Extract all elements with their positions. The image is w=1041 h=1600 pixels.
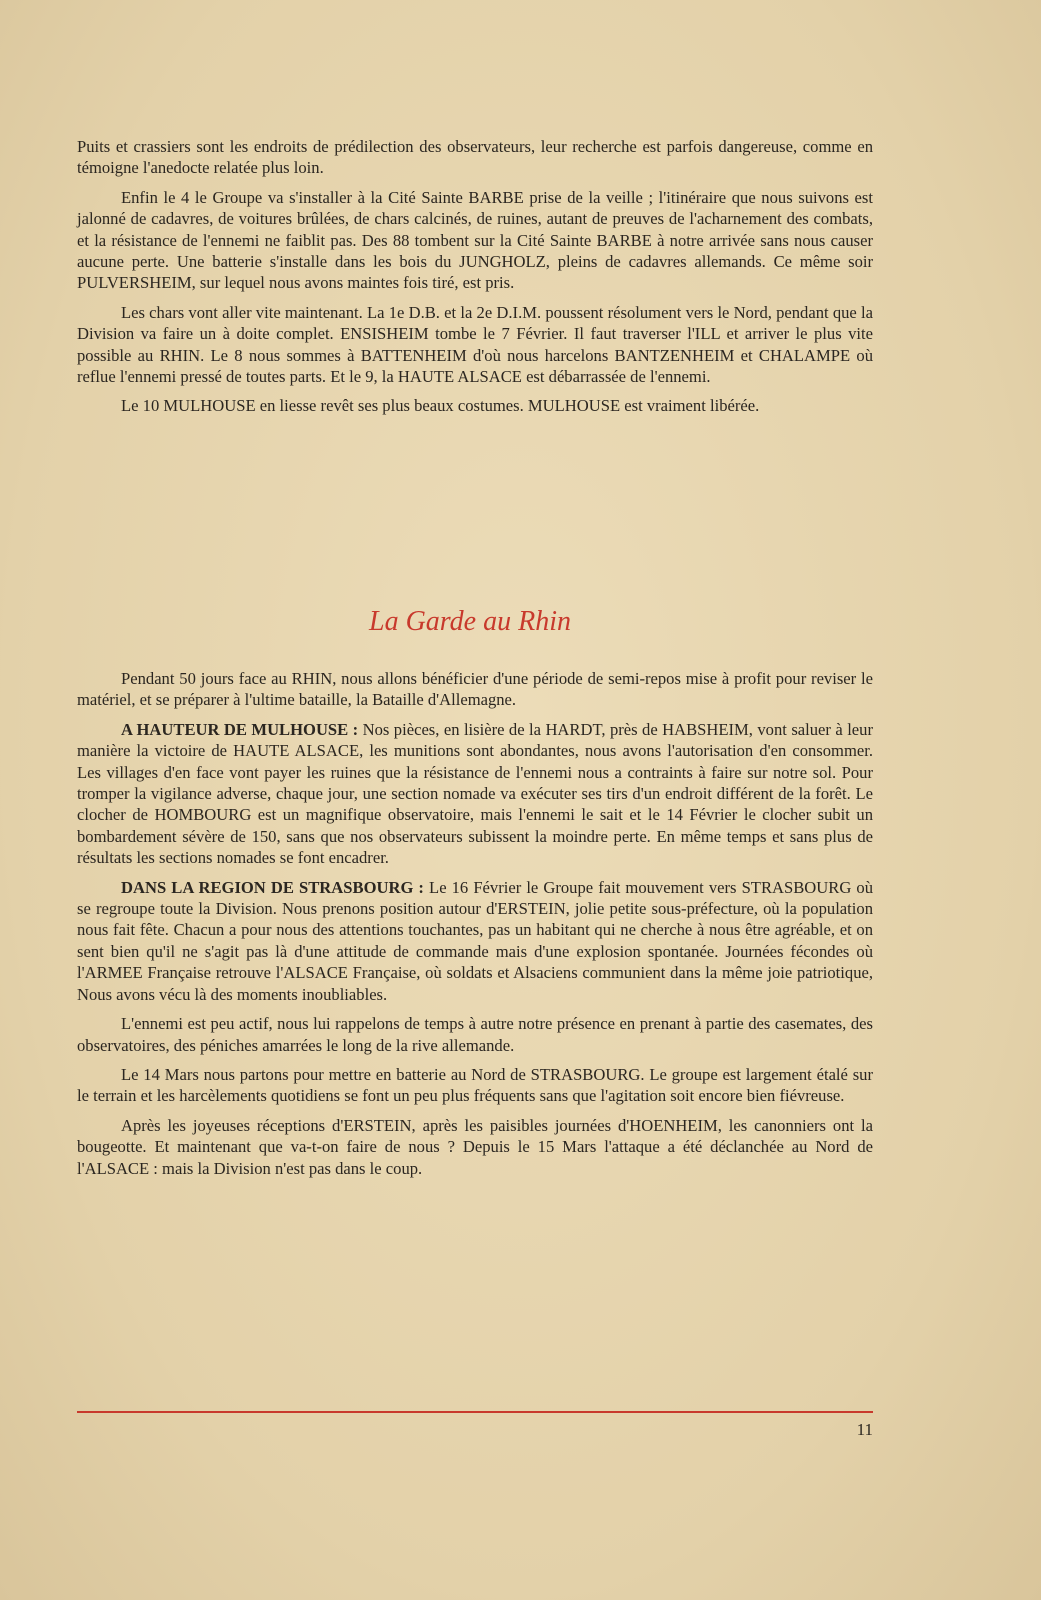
lead-region-strasbourg: DANS LA REGION DE STRASBOURG : bbox=[121, 877, 424, 897]
section-title: La Garde au Rhin bbox=[369, 606, 571, 637]
lead-hauteur-mulhouse: A HAUTEUR DE MULHOUSE : bbox=[121, 719, 359, 739]
paragraph-chars: Les chars vont aller vite maintenant. La 1e D.B. et la 2e D.I.M. poussent résolument vers le Nord, pendant que la Division va faire un à doite complet. ENSISHEIM tombe le 7 Février. Il faut traverser l'ILL et arriver le plus vite possible au RHIN. Le 8 nous sommes à BATTENHEIM d'où nous harcelons BANTZENHEIM et CHALAMPE où reflue l'ennemi pressé de toutes parts. Et le 9, la HAUTE ALSACE est débarrassée de l'ennemi. bbox=[77, 302, 873, 387]
paragraph-cite-sainte-barbe: Enfin le 4 le Groupe va s'installer à la Cité Sainte BARBE prise de la veille ; l'itinéraire que nous suivons est jalonné de cadavres, de voitures brûlées, de chars calcinés, de ruines, autant de preuves de l'acharnement des combats, et la résistance de l'ennemi ne faiblit pas. Des 88 tombent sur la Cité Sainte BARBE à notre arrivée sans nous causer aucune perte. Une batterie s'installe dans les bois du JUNGHOLZ, pleins de cadavres allemands. Ce même soir PULVERSHEIM, sur lequel nous avons maintes fois tiré, est pris. bbox=[77, 187, 873, 293]
intro-text-block bbox=[77, 136, 873, 417]
paragraph-hauteur-mulhouse bbox=[77, 719, 873, 869]
text-region-strasbourg: Le 16 Février le Groupe fait mouvement vers STRASBOURG où se regroupe toute la Division. Nous prenons position autour d'ERSTEIN, jolie petite sous-préfecture, où la population nous fait fête. Chacun a pour nous des attentions touchantes, pas un habitant qui ne cherche à nous être agréable, et on sent bien qu'il ne s'agit pas là d'une attitude de commande mais d'une explosion spontanée. Journées fécondes où l'ARMEE Française retrouve l'ALSACE Française, où soldats et Alsaciens communient dans la même joie patriotique, Nous avons vécu là des moments inoubliables. bbox=[77, 877, 873, 1004]
paragraph-mulhouse-liberee: Le 10 MULHOUSE en liesse revêt ses plus beaux costumes. MULHOUSE est vraiment libérée. bbox=[121, 396, 760, 416]
paragraph-ennemi-peu-actif: L'ennemi est peu actif, nous lui rappelons de temps à autre notre présence en prenant à partie des casemates, des observatoires, des péniches amarrées le long de la rive allemande. bbox=[77, 1014, 873, 1055]
text-hauteur-mulhouse: Nos pièces, en lisière de la HARDT, près de HABSHEIM, vont saluer à leur manière la victoire de HAUTE ALSACE, les munitions sont abondantes, nous avons l'autorisation d'en consommer. Les villages d'en face vont payer les ruines que la résistance de l'ennemi nous a contraints à faire sur notre sol. Pour tromper la vigilance adverse, chaque jour, une section nomade va exécuter ses tirs d'un endroit différent de la forêt. Le clocher de HOMBOURG est un magnifique observatoire, mais l'ennemi le sait et le 14 Février le clocher subit un bombardement sévère de 150, sans que nos observateurs subissent la moindre perte. En même temps et sans plus de résultats les sections nomades se font encadrer. bbox=[77, 719, 873, 868]
paragraph-14-mars: Le 14 Mars nous partons pour mettre en batterie au Nord de STRASBOURG. Le groupe est largement étalé sur le terrain et les harcèlements quotidiens se font un peu plus fréquents sans que l'agitation soit encore bien fiévreuse. bbox=[77, 1064, 873, 1106]
garde-au-rhin-text-block bbox=[77, 668, 873, 1179]
paragraph-region-strasbourg bbox=[77, 877, 873, 1005]
paragraph-semi-repos: Pendant 50 jours face au RHIN, nous allons bénéficier d'une période de semi-repos mise à profit pour reviser le matériel, et se préparer à l'ultime bataille, la Bataille d'Allemagne. bbox=[77, 669, 873, 710]
paragraph-bougeotte: Après les joyeuses réceptions d'ERSTEIN, après les paisibles journées d'HOENHEIM, les canonniers ont la bougeotte. Et maintenant que va-t-on faire de nous ? Depuis le 15 Mars l'attaque a été déclanchée au Nord de l'ALSACE : mais la Division n'est pas dans le coup. bbox=[77, 1115, 873, 1178]
page-number: 11 bbox=[856, 1420, 873, 1439]
paragraph-observateurs: Puits et crassiers sont les endroits de prédilection des observateurs, leur recherche est parfois dangereuse, comme en témoigne l'anedocte relatée plus loin. bbox=[77, 137, 873, 178]
footer-rule bbox=[77, 1411, 873, 1413]
